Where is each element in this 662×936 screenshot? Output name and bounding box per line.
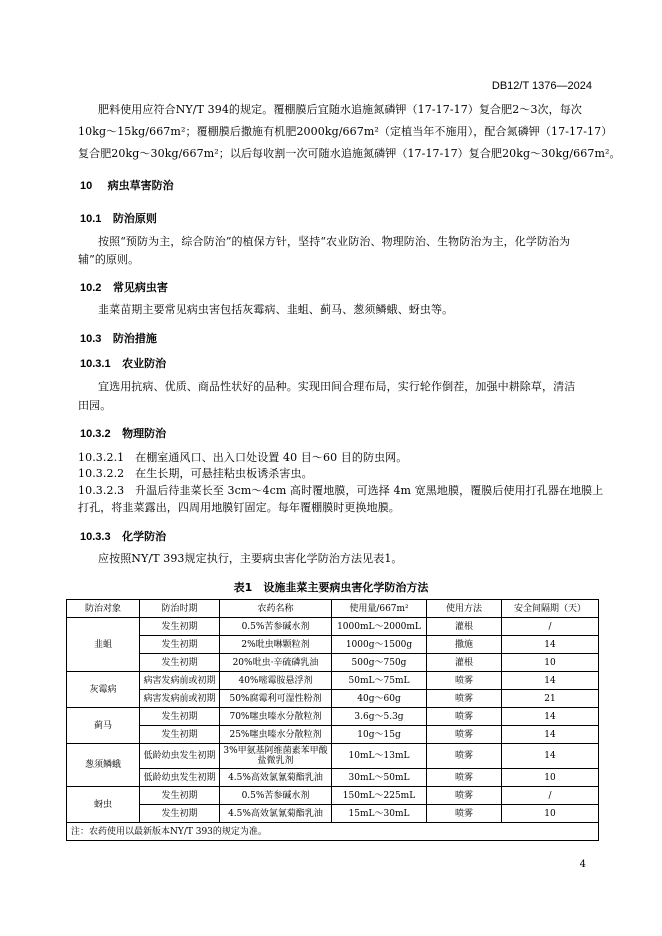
table-cell: 1000g～1500g [332,636,427,654]
page-number: 4 [579,859,586,870]
table-cell: 50mL～75mL [332,672,427,690]
section-number: 10 [80,180,93,192]
table-cell: 4.5%高效氯氰菊酯乳油 [220,805,332,823]
section-number: 10.3 [80,333,102,345]
table-cell: 10 [502,654,599,672]
physical-item-3-line-2: 打孔，将韭菜露出，四周用地膜钉固定。每年覆棚膜时更换地膜。 [78,501,400,514]
item-text: 在生长期，可悬挂粘虫板诱杀害虫。 [135,467,313,480]
agri-control-line-1: 宜选用抗病、优质、商品性状好的品种。实现田间合理布局，实行轮作倒茬，加强中耕除草，清洁 [98,380,576,393]
section-10-3-1-heading [80,355,166,371]
section-title: 化学防治 [122,530,167,543]
table-cell: 发生初期 [140,708,220,726]
column-header: 使用方法 [427,600,502,618]
column-header: 防治时期 [140,600,220,618]
table-cell: 发生初期 [140,618,220,636]
table-cell: 50%腐霉利可湿性粉剂 [220,690,332,708]
section-10-3-3-heading [80,528,166,544]
table-cell: 发生初期 [140,787,220,805]
table-cell: 3.6g～5.3g [332,708,427,726]
section-10-3-heading [80,330,157,346]
principle-line-1: 按照“预防为主，综合防治”的植保方针，坚持“农业防治、物理防治、生物防治为主，化学防治为 [98,235,571,248]
table-cell: 10mL～13mL [332,744,427,769]
section-title: 农业防治 [122,357,167,370]
table-note-row [67,823,599,841]
pest-control-table [66,599,599,841]
table-cell: 撒施 [427,636,502,654]
table-cell: 150mL～225mL [332,787,427,805]
table-row [67,708,599,726]
table-cell: 25%噻虫嗪水分散粒剂 [220,726,332,744]
common-pests-text: 韭菜苗期主要常见病虫害包括灰霉病、韭蛆、蓟马、葱须鳞蛾、蚜虫等。 [98,303,454,316]
table-cell: 喷雾 [427,672,502,690]
table-cell: 病害发病前或初期 [140,690,220,708]
section-number: 10.3.3 [80,531,111,543]
section-number: 10.1 [80,213,102,225]
table-row [67,690,599,708]
physical-item-2 [78,468,313,479]
table-cell: 灌根 [427,618,502,636]
table-cell: 3%甲氨基阿维菌素苯甲酸盐微乳剂 [220,744,332,769]
table-header-row [67,600,599,618]
table-cell: 喷雾 [427,726,502,744]
table-cell: 发生初期 [140,726,220,744]
table-cell: 喷雾 [427,805,502,823]
table-cell: 发生初期 [140,636,220,654]
table-cell: 0.5%苦参碱水剂 [220,787,332,805]
table-row [67,787,599,805]
table-row [67,744,599,769]
table-cell: 10 [502,805,599,823]
chemical-control-text: 应按照NY/T 393规定执行，主要病虫害化学防治方法见表1。 [98,552,403,565]
table-cell: 喷雾 [427,690,502,708]
item-text: 升温后待韭菜长至 3cm～4cm 高时覆地膜，可选择 4m 宽黑地膜，覆膜后使用打孔器在地膜上 [135,484,604,497]
table-row [67,654,599,672]
table-cell: 喷雾 [427,708,502,726]
section-10-1-heading [80,210,157,226]
table-cell: 14 [502,672,599,690]
table-cell: 4.5%高效氯氰菊酯乳油 [220,769,332,787]
table-cell: 21 [502,690,599,708]
table-cell: 喷雾 [427,787,502,805]
table-cell: 2%吡虫啉颗粒剂 [220,636,332,654]
intro-line-3: 复合肥20kg～30kg/667m²；以后每收割一次可随水追施氮磷钾（17-17-17）复合肥20kg～30kg/667m²。 [78,147,621,160]
table-cell: / [502,618,599,636]
table-cell: 灌根 [427,654,502,672]
target-cell: 葱须鳞蛾 [67,744,140,787]
table-cell: 1000mL～2000mL [332,618,427,636]
table-row [67,618,599,636]
table-cell: 40%嘧霉胺悬浮剂 [220,672,332,690]
table-cell: 10 [502,769,599,787]
table-cell: 14 [502,708,599,726]
agri-control-line-2: 田园。 [78,399,112,412]
target-cell: 蓟马 [67,708,140,744]
physical-item-1 [78,452,407,463]
table-cell: 喷雾 [427,769,502,787]
table-cell: 14 [502,726,599,744]
section-number: 10.3.1 [80,358,111,370]
section-10-3-2-heading [80,425,166,441]
table-cell: 喷雾 [427,744,502,769]
table-cell: 30mL～50mL [332,769,427,787]
column-header: 使用量/667m² [332,600,427,618]
table-row [67,769,599,787]
table-cell: 20%吡虫·辛硫磷乳油 [220,654,332,672]
physical-item-3 [78,485,603,496]
table-cell: / [502,787,599,805]
table-cell: 40g～60g [332,690,427,708]
table-cell: 发生初期 [140,805,220,823]
section-title: 物理防治 [122,427,167,440]
column-header: 农药名称 [220,600,332,618]
table-cell: 10g～15g [332,726,427,744]
intro-line-1: 肥料使用应符合NY/T 394的规定。覆棚膜后宜随水追施氮磷钾（17-17-17）复合肥2～3次，每次 [98,103,582,116]
section-number: 10.3.2 [80,428,111,440]
table-caption: 表1 设施韭菜主要病虫害化学防治方法 [233,581,429,594]
section-title: 病虫草害防治 [107,179,174,192]
table-cell: 低龄幼虫发生初期 [140,769,220,787]
intro-line-2: 10kg～15kg/667m²；覆棚膜后撒施有机肥2000kg/667m²（定植当年不施用），配合氮磷钾（17-17-17） [78,125,613,138]
table-cell: 14 [502,636,599,654]
item-number: 10.3.2.1 [78,451,125,464]
column-header: 防治对象 [67,600,140,618]
table-row [67,805,599,823]
table-cell: 500g～750g [332,654,427,672]
table-row [67,726,599,744]
target-cell: 韭蛆 [67,618,140,672]
table-cell: 14 [502,744,599,769]
principle-line-2: 辅”的原则。 [78,253,140,266]
document-code: DB12/T 1376—2024 [491,80,592,92]
table-cell: 0.5%苦参碱水剂 [220,618,332,636]
table-cell: 发生初期 [140,654,220,672]
section-title: 防治措施 [112,332,157,345]
section-10-heading [80,177,174,193]
table-cell: 70%噻虫嗪水分散粒剂 [220,708,332,726]
item-number: 10.3.2.2 [78,467,125,480]
section-number: 10.2 [80,282,102,294]
table-cell: 病害发病前或初期 [140,672,220,690]
table-cell: 低龄幼虫发生初期 [140,744,220,769]
section-title: 防治原则 [112,212,157,225]
item-number: 10.3.2.3 [78,484,125,497]
table-row [67,636,599,654]
table-note: 注：农药使用以最新版本NY/T 393的规定为准。 [67,823,599,841]
target-cell: 灰霉病 [67,672,140,708]
column-header: 安全间隔期（天） [502,600,599,618]
section-10-2-heading [80,279,168,295]
table-row [67,672,599,690]
target-cell: 蚜虫 [67,787,140,823]
table-cell: 15mL～30mL [332,805,427,823]
section-title: 常见病虫害 [112,281,168,294]
item-text: 在棚室通风口、出入口处设置 40 目～60 目的防虫网。 [135,451,408,464]
